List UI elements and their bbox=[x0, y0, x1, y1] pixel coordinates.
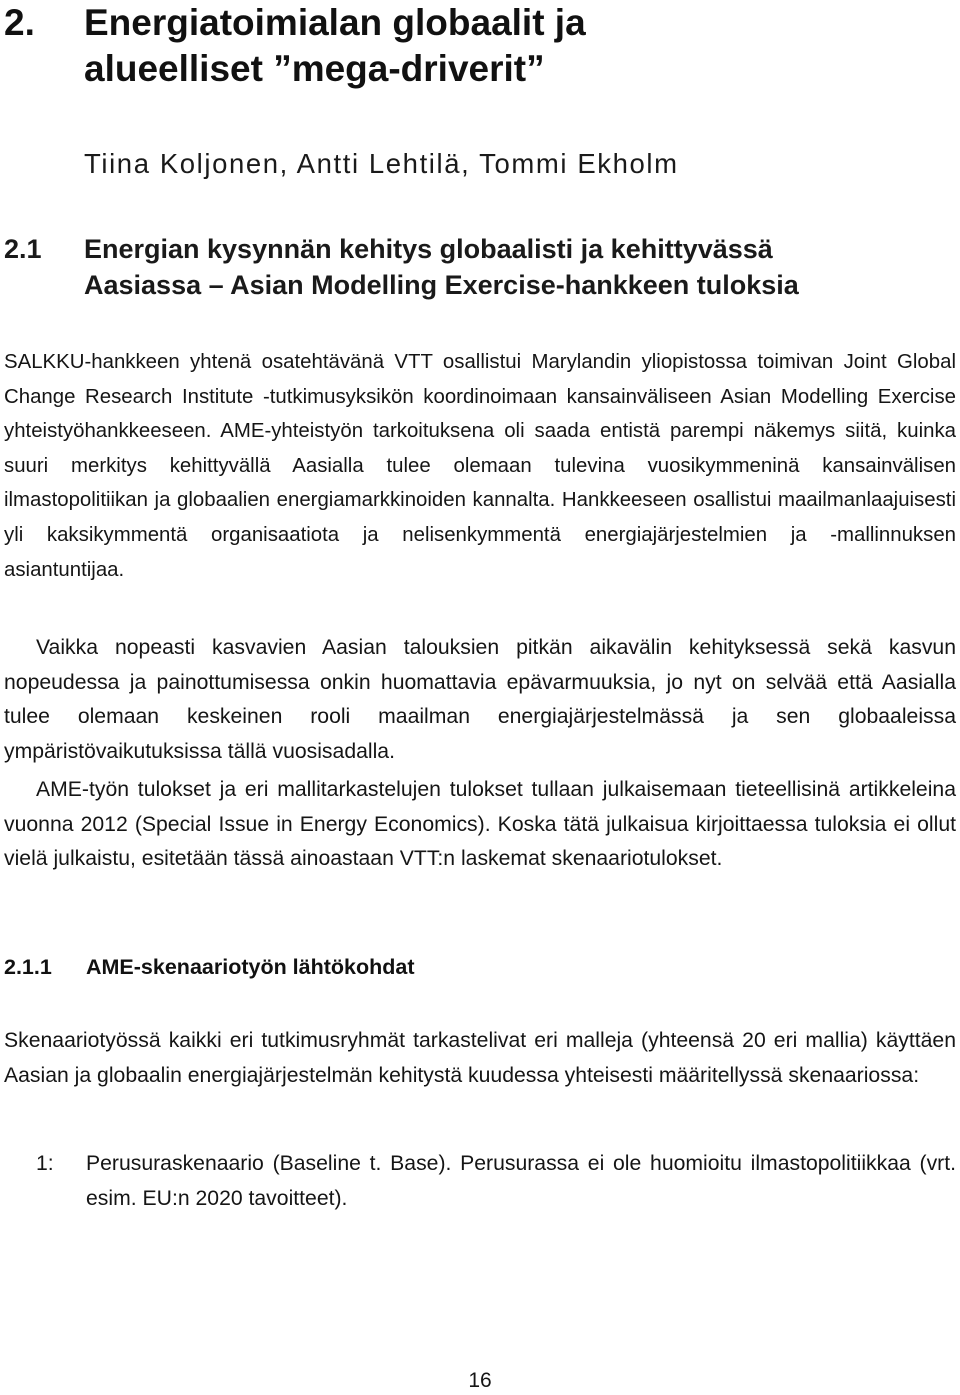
paragraph-results: AME-työn tulokset ja eri mallitarkastelujen tulokset tullaan julkaisemaan tieteellisinä artikkeleina vuonna 2012 (Special Issue in Energy Economics). Koska tätä julkaisua kirjoittaessa tuloksia ei ollut vielä julkaistu, esitetään tässä ainoastaan VTT:n laskemat skenaariotulokset. bbox=[4, 778, 956, 871]
list-item-text: Perusuraskenaario (Baseline t. Base). Perusurassa ei ole huomioitu ilmastopolitiikkaa (vrt. esim. EU:n 2020 tavoitteet). bbox=[86, 1152, 956, 1210]
section-title-line-1: Energian kysynnän kehitys globaalisti ja kehittyvässä bbox=[84, 234, 773, 264]
chapter-title bbox=[84, 0, 944, 92]
subsection-heading bbox=[4, 950, 415, 984]
chapter-title-line-2: alueelliset ”mega-driverit” bbox=[84, 48, 545, 89]
chapter-heading bbox=[4, 0, 944, 92]
paragraph-scenario-intro: Skenaariotyössä kaikki eri tutkimusryhmät tarkastelivat eri malleja (yhteensä 20 eri mallia) käyttäen Aasian ja globaalin energiajärjestelmän kehitystä kuudessa yhteisesti määritellyssä skenaariossa: bbox=[4, 1029, 956, 1087]
list-item-number: 1: bbox=[36, 1152, 54, 1175]
section-title-line-2: Aasiassa – Asian Modelling Exercise-hankkeen tuloksia bbox=[84, 270, 799, 300]
chapter-title-line-1: Energiatoimialan globaalit ja bbox=[84, 2, 586, 43]
subsection-title: AME-skenaariotyön lähtökohdat bbox=[86, 955, 415, 979]
section-heading bbox=[4, 231, 954, 303]
chapter-number: 2. bbox=[4, 2, 35, 43]
subsection-number: 2.1.1 bbox=[4, 955, 52, 979]
paragraph-intro: SALKKU-hankkeen yhtenä osatehtävänä VTT osallistui Marylandin yliopistossa toimivan Joint Global Change Research Institute -tutkimusyksikön koordinoimaan kansainväliseen Asian Modelling Exercise yhteistyöhankkeeseen. AME-yhteistyön tarkoituksena oli saada entistä parempi näkemys siitä, kuinka suuri merkitys kehittyvällä Aasialla tulee olemaan tulevina vuosikymmeninä kansainvälisen ilmastopolitiikan ja globaalien energiamarkkinoiden kannalta. Hankkeeseen osallistui maailmanlaajuisesti yli kaksikymmentä organisaatiota ja nelisenkymmentä energiajärjestelmien ja -mallinnuksen asiantuntijaa. bbox=[4, 351, 956, 581]
section-number: 2.1 bbox=[4, 234, 42, 264]
section-title bbox=[84, 231, 954, 303]
paragraph-asia: Vaikka nopeasti kasvavien Aasian talouksien pitkän aikavälin kehityksessä sekä kasvun nopeudessa ja painottumisessa onkin huomattavia epävarmuuksia, jo nyt on selvää että Aasialla tulee olemaan keskeinen rooli maailman energiajärjestelmässä ja sen globaaleissa ympäristövaikutuksissa tällä vuosisadalla. bbox=[4, 636, 956, 763]
list-item bbox=[4, 1147, 956, 1216]
page-number: 16 bbox=[468, 1369, 492, 1392]
authors-line: Tiina Koljonen, Antti Lehtilä, Tommi Ekholm bbox=[84, 148, 679, 179]
